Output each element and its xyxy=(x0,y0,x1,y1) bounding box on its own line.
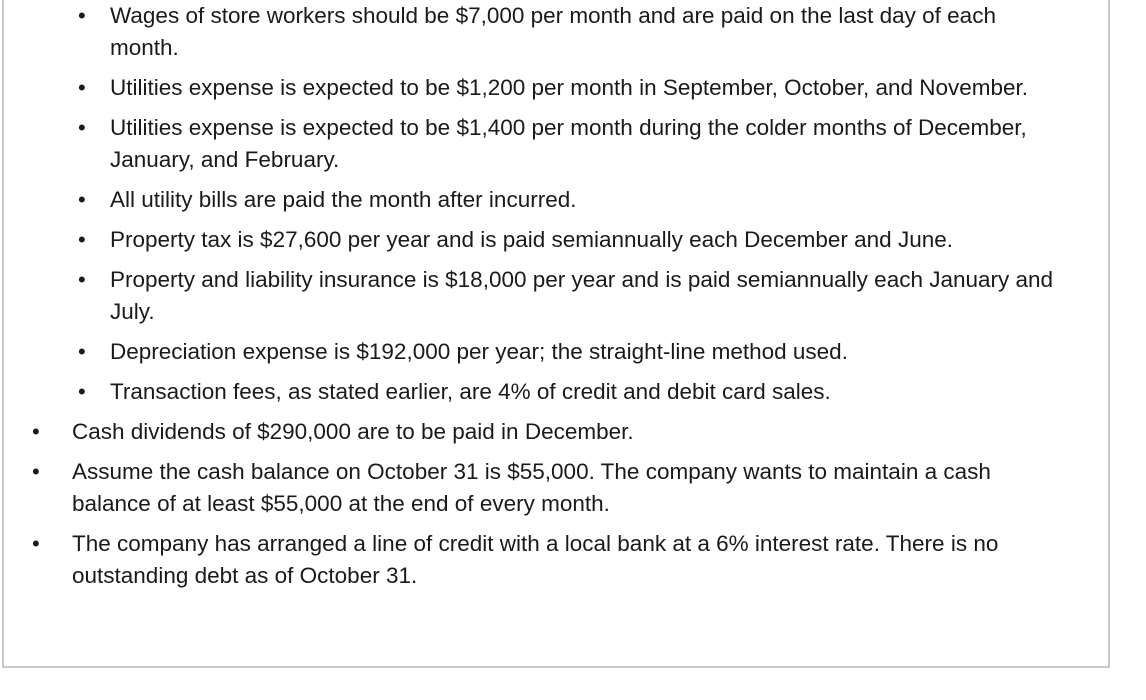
document-content xyxy=(4,0,1104,600)
bullet-icon: • xyxy=(78,75,86,100)
list-item xyxy=(4,224,1104,256)
list-item-text: The company has arranged a line of credit with a local bank at a 6% interest rate. There is no outstanding debt as of October 31. xyxy=(72,531,999,588)
bullet-icon: • xyxy=(78,227,86,252)
bullet-icon: • xyxy=(32,459,40,484)
document-frame xyxy=(2,0,1110,668)
nested-bullet-list xyxy=(4,0,1104,408)
list-item-text: All utility bills are paid the month after incurred. xyxy=(110,187,577,212)
list-item xyxy=(4,416,1104,448)
list-item xyxy=(4,184,1104,216)
list-item-text: Utilities expense is expected to be $1,200 per month in September, October, and November. xyxy=(110,75,1029,100)
bullet-icon: • xyxy=(78,339,86,364)
bullet-icon: • xyxy=(32,419,40,444)
list-item-text: Assume the cash balance on October 31 is $55,000. The company wants to maintain a cash balance of at least $55,000 at the end of every month. xyxy=(72,459,991,516)
bullet-icon: • xyxy=(78,3,86,28)
bullet-icon: • xyxy=(78,187,86,212)
list-item xyxy=(4,376,1104,408)
list-item-text: Utilities expense is expected to be $1,400 per month during the colder months of December, January, and February. xyxy=(110,115,1027,172)
list-item-text: Wages of store workers should be $7,000 per month and are paid on the last day of each month. xyxy=(110,3,996,60)
list-item xyxy=(4,456,1104,520)
list-item xyxy=(4,0,1104,64)
list-item xyxy=(4,72,1104,104)
list-item-text: Property and liability insurance is $18,000 per year and is paid semiannually each January and July. xyxy=(110,267,1054,324)
list-item-text: Depreciation expense is $192,000 per year; the straight-line method used. xyxy=(110,339,848,364)
outer-bullet-list xyxy=(4,416,1104,592)
list-item-text: Transaction fees, as stated earlier, are 4% of credit and debit card sales. xyxy=(110,379,831,404)
bullet-icon: • xyxy=(78,115,86,140)
list-item-text: Cash dividends of $290,000 are to be paid in December. xyxy=(72,419,634,444)
bullet-icon: • xyxy=(78,267,86,292)
bullet-icon: • xyxy=(78,379,86,404)
list-item-text: Property tax is $27,600 per year and is paid semiannually each December and June. xyxy=(110,227,953,252)
list-item xyxy=(4,528,1104,592)
list-item xyxy=(4,112,1104,176)
bullet-icon: • xyxy=(32,531,40,556)
list-item xyxy=(4,336,1104,368)
list-item xyxy=(4,264,1104,328)
